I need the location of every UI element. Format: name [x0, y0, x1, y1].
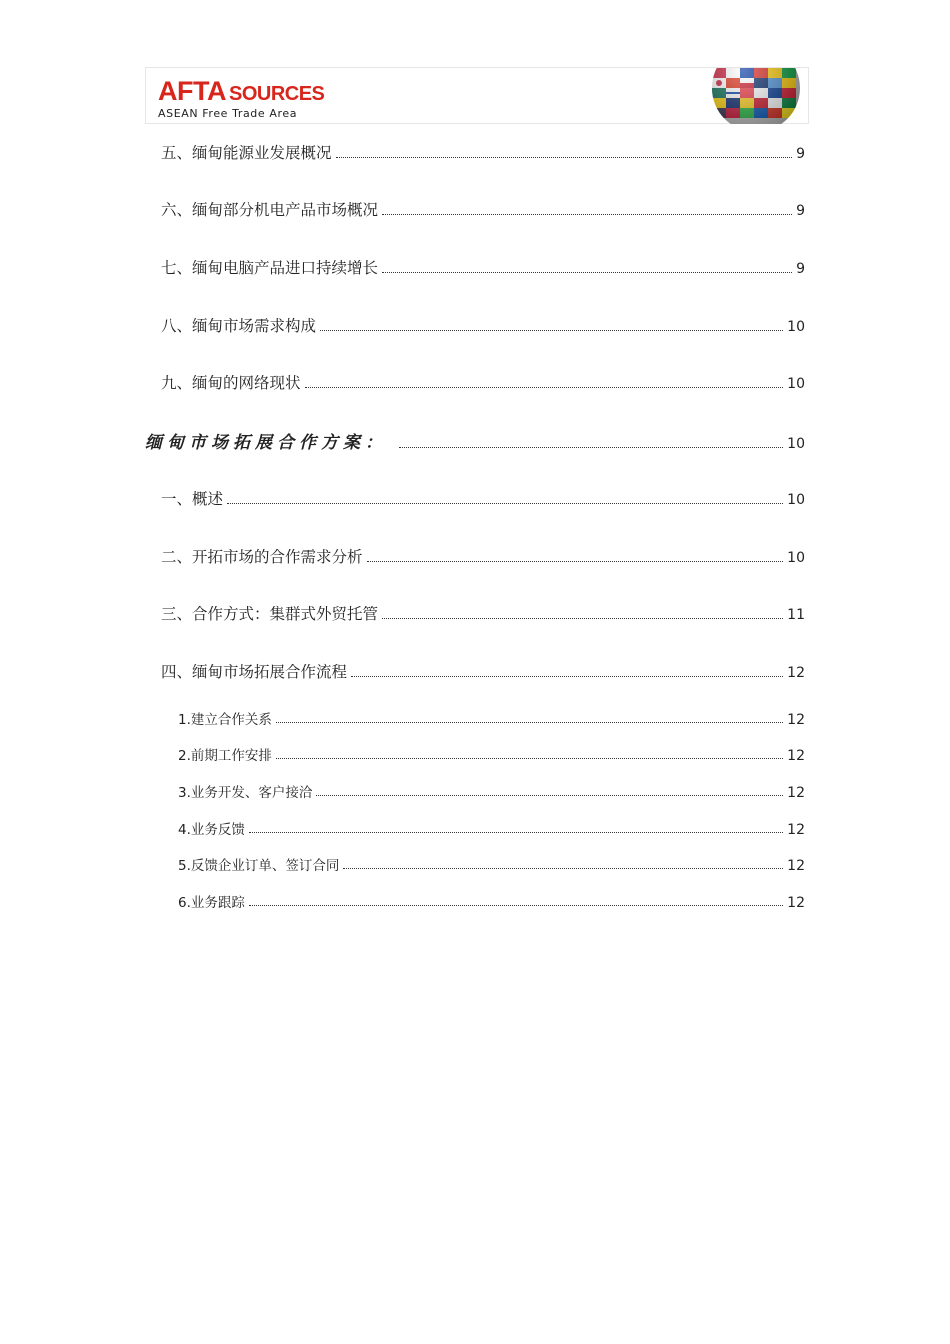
- page-header: [145, 67, 809, 124]
- toc-subentry-label: 6.业务跟踪: [178, 895, 245, 911]
- toc-dot-leader: [343, 867, 783, 869]
- toc-subentry[interactable]: [178, 781, 805, 801]
- toc-entry[interactable]: [161, 198, 805, 220]
- toc-subentry[interactable]: [178, 891, 805, 911]
- logo-subtitle: ASEAN Free Trade Area: [158, 107, 298, 120]
- toc-entry-page: 9: [796, 146, 805, 162]
- toc-entry-label: 一、概述: [161, 490, 224, 508]
- toc-entry-label: 五、缅甸能源业发展概况: [161, 144, 332, 162]
- toc-entry-page: 9: [796, 261, 805, 277]
- flags-globe-icon: [704, 68, 800, 124]
- toc-entry-page: 12: [787, 665, 805, 681]
- toc-subentry[interactable]: [178, 744, 805, 764]
- toc-dot-leader: [316, 794, 783, 796]
- toc-dot-leader: [336, 156, 793, 158]
- toc-entry-page: 10: [787, 492, 805, 508]
- toc-entry[interactable]: [161, 545, 805, 567]
- toc-entry[interactable]: [161, 660, 805, 682]
- toc-dot-leader: [249, 831, 783, 833]
- toc-subentry-page: 12: [787, 712, 805, 728]
- toc-subentry-label: 4.业务反馈: [178, 822, 245, 838]
- toc-entry-label: 九、缅甸的网络现状: [161, 374, 301, 392]
- toc-subentry-label: 1.建立合作关系: [178, 712, 272, 728]
- toc-entry-page: 11: [787, 607, 805, 623]
- toc-dot-leader: [367, 560, 784, 562]
- toc-dot-leader: [382, 617, 783, 619]
- toc-entry-page: 9: [796, 203, 805, 219]
- toc-entry-label: 四、缅甸市场拓展合作流程: [161, 663, 348, 681]
- toc-dot-leader: [305, 386, 784, 388]
- toc-subentry-page: 12: [787, 895, 805, 911]
- toc-entry-label: 三、合作方式：集群式外贸托管: [161, 605, 379, 623]
- toc-heading-label: 缅甸市场拓展合作方案：: [145, 433, 387, 453]
- toc-entry[interactable]: [161, 314, 805, 336]
- toc-dot-leader: [320, 329, 783, 331]
- toc-entry[interactable]: [161, 256, 805, 278]
- toc-entry[interactable]: [161, 141, 805, 163]
- toc-subentry-label: 5.反馈企业订单、签订合同: [178, 858, 340, 874]
- logo-main-text-2: SOURCES: [228, 83, 325, 105]
- toc-subentry[interactable]: [178, 818, 805, 838]
- logo-main-text: AFTA: [158, 76, 226, 106]
- toc-dot-leader: [399, 446, 783, 448]
- toc-entry[interactable]: [161, 487, 805, 509]
- toc-subentry-page: 12: [787, 748, 805, 764]
- toc-dot-leader: [276, 721, 783, 723]
- toc-subentry-page: 12: [787, 822, 805, 838]
- toc-entry-page: 10: [787, 376, 805, 392]
- toc-entry-label: 六、缅甸部分机电产品市场概况: [161, 201, 379, 219]
- toc-entry-page: 10: [787, 550, 805, 566]
- toc-dot-leader: [276, 757, 783, 759]
- toc-section-heading[interactable]: [145, 428, 805, 453]
- toc-dot-leader: [382, 213, 792, 215]
- toc-entry-label: 七、缅甸电脑产品进口持续增长: [161, 259, 379, 277]
- toc-dot-leader: [351, 675, 783, 677]
- toc-entry[interactable]: [161, 602, 805, 624]
- toc-dot-leader: [249, 904, 783, 906]
- toc-entry-page: 10: [787, 319, 805, 335]
- toc-subentry-label: 2.前期工作安排: [178, 748, 272, 764]
- toc-subentry[interactable]: [178, 854, 805, 874]
- toc-dot-leader: [382, 271, 792, 273]
- toc-subentry[interactable]: [178, 708, 805, 728]
- toc-subentry-page: 12: [787, 785, 805, 801]
- toc-entry-label: 八、缅甸市场需求构成: [161, 317, 317, 335]
- toc-dot-leader: [227, 502, 783, 504]
- toc-subentry-page: 12: [787, 858, 805, 874]
- afta-sources-logo: [158, 78, 324, 120]
- toc-entry[interactable]: [161, 371, 805, 393]
- toc-entry-page: 10: [787, 436, 805, 452]
- toc-entry-label: 二、开拓市场的合作需求分析: [161, 548, 363, 566]
- toc-subentry-label: 3.业务开发、客户接洽: [178, 785, 313, 801]
